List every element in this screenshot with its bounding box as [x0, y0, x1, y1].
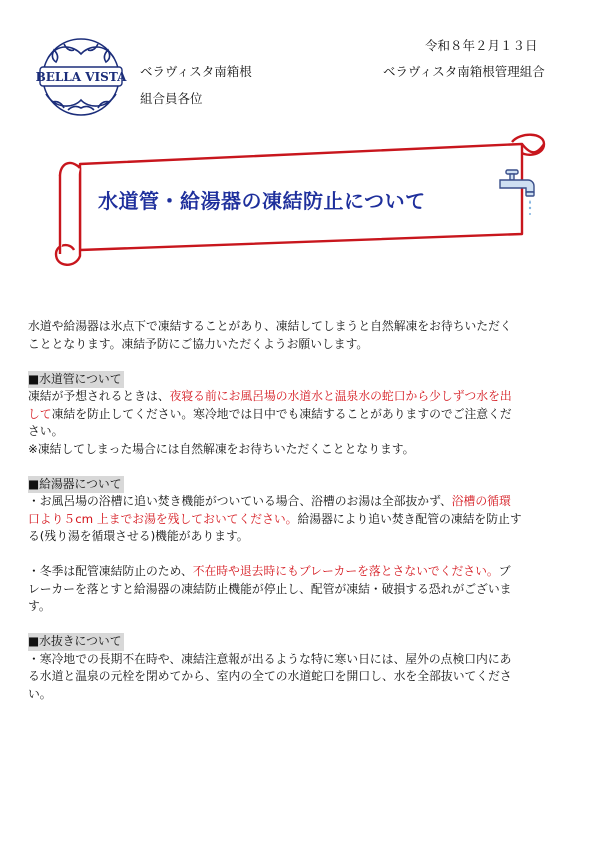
water-heater-text: 口より５cm 上までお湯を残しておいてください。給湯器により追い焚き配管の凍結を防止す — [28, 511, 522, 526]
water-heater-text: る(残り湯を循環させる)機能があります。 — [28, 529, 249, 543]
logo-text: BELLA VISTA — [35, 70, 127, 84]
drain-text: ・寒冷地での長期不在時や、凍結注意報が出るような特に寒い日には、屋外の点検口内にあ — [28, 651, 512, 666]
recipient: 組合員各位 — [140, 91, 203, 106]
water-heater-text: レーカーを落とすと給湯器の凍結防止機能が停止し、配管が凍結・破損する恐れがございま — [28, 581, 512, 596]
water-pipe-note: ※凍結してしまった場合には自然解凍をお待ちいただくこととなります。 — [28, 441, 415, 456]
issuer-name: ベラヴィスタ南箱根管理組合 — [383, 64, 545, 79]
intro-line: 水道や給湯器は氷点下で凍結することがあり、凍結してしまうと自然解凍をお待ちいただく — [28, 319, 512, 333]
water-heater-text: ・お風呂場の浴槽に追い焚き機能がついている場合、浴槽のお湯は全部抜かず、浴槽の循環 — [28, 494, 511, 508]
water-pipe-text: さい。 — [28, 424, 64, 438]
document-title: 水道管・給湯器の凍結防止について — [98, 189, 426, 213]
intro-line: こととなります。凍結予防にご協力いただくようお願いします。 — [28, 336, 369, 351]
bella-vista-logo — [34, 36, 128, 118]
water-heater-text: ・冬季は配管凍結防止のため、不在時や退去時にもブレーカーを落とさないでください。ブ — [28, 564, 511, 578]
section-heading-drain: ■水抜きについて — [28, 633, 124, 651]
water-heater-text: す。 — [28, 599, 51, 613]
drain-text: い。 — [28, 686, 52, 701]
document-body — [28, 318, 568, 703]
sender-name: ベラヴィスタ南箱根 — [140, 64, 252, 79]
section-heading-water-pipe: ■水道管について — [28, 371, 124, 389]
water-pipe-text: 凍結が予想されるときは、夜寝る前にお風呂場の水道水と温泉水の蛇口から少しずつ水を出 — [28, 389, 512, 403]
section-heading-water-heater: ■給湯器について — [28, 476, 124, 494]
drain-text: る水道と温泉の元栓を閉めてから、室内の全ての水道蛇口を開口し、水を全部抜いてくださ — [28, 669, 512, 683]
faucet-icon — [492, 166, 542, 220]
water-pipe-text: して凍結を防止してください。寒冷地では日中でも凍結することがありますのでご注意くだ — [28, 406, 512, 421]
document-date: 令和８年２月１３日 — [425, 38, 538, 53]
